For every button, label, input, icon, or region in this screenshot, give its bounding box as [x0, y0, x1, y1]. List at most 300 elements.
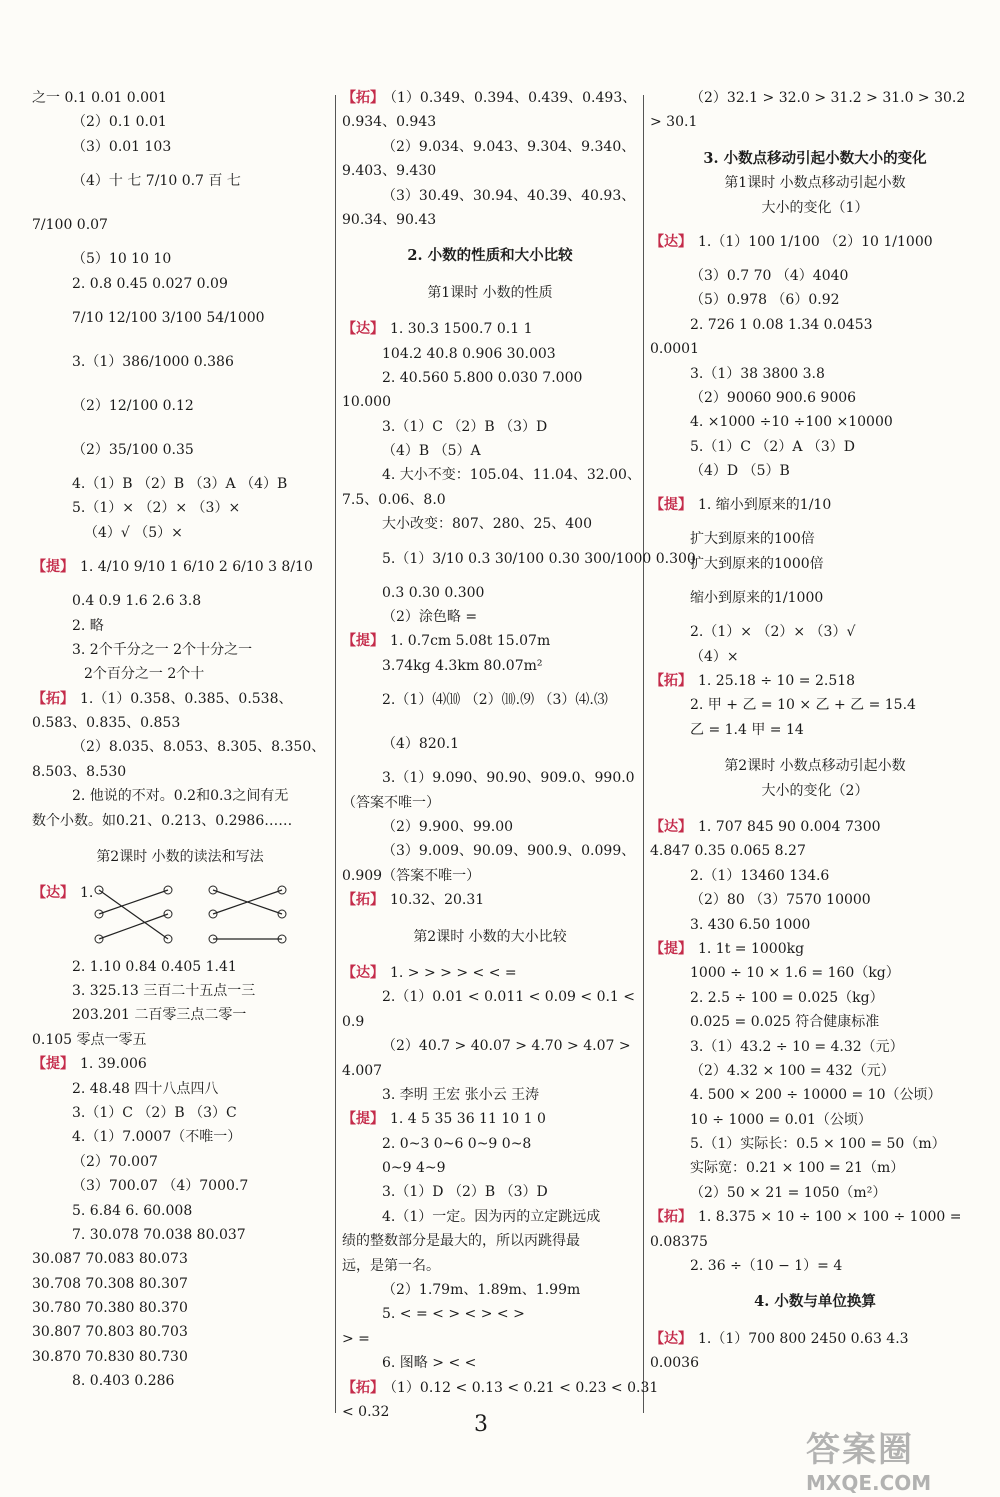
answer-line	[650, 864, 980, 888]
answer-text: 数个小数。如0.21、0.213、0.2986……	[32, 812, 293, 829]
answer-text: （4）×	[690, 648, 739, 665]
answer-text: （4）√ （5）×	[84, 524, 183, 541]
spacer	[32, 833, 328, 845]
section-heading	[650, 196, 980, 220]
answer-text: 1. 0.7cm 5.08t 15.07m	[390, 633, 551, 650]
answer-line	[32, 687, 328, 711]
answer-text: 4.（1）7.0007（不唯一）	[72, 1129, 242, 1146]
answer-line	[342, 342, 638, 366]
answer-line	[342, 678, 638, 722]
exercise-tag: 【达】	[650, 818, 692, 835]
answer-text: （4）十 七 7/10 0.7 百 七	[72, 173, 241, 190]
answer-text: 1. 缩小到原来的1/10	[698, 497, 832, 514]
exercise-tag: 【拓】	[650, 1209, 692, 1226]
answer-text: 1. 39.006	[80, 1056, 147, 1073]
answer-line	[32, 1125, 328, 1149]
answer-text: > 30.1	[650, 114, 698, 131]
answer-text: 3. 李明 王宏 张小云 王涛	[382, 1086, 540, 1103]
answer-line	[342, 815, 638, 839]
answer-text: 4.（1）B （2）B （3）A （4）B	[72, 475, 288, 492]
answer-text: 2个百分之一 2个十	[84, 666, 205, 683]
spacer	[32, 869, 328, 881]
answer-text: 第2课时 小数的读法和写法	[96, 849, 264, 866]
answer-line	[650, 110, 980, 134]
answer-text: 2.（1）⑷⑽ （2）⑽.⑼ （3）⑷.⑶	[382, 692, 608, 709]
answer-line	[32, 272, 328, 296]
answer-text: 之一 0.1 0.01 0.001	[32, 90, 167, 106]
answer-line	[650, 937, 980, 961]
answer-line	[342, 1059, 638, 1083]
answer-text: 0.08375	[650, 1233, 708, 1250]
answer-line	[32, 1296, 328, 1320]
answer-text: 7. 30.078 70.038 80.037	[72, 1226, 246, 1243]
answer-text: < 0.32	[342, 1403, 390, 1420]
answer-line	[32, 662, 328, 686]
answer-text: 2.（1）× （2）× （3）√	[690, 624, 856, 641]
answer-line	[650, 483, 980, 527]
answer-text: （4）B （5）A	[382, 443, 481, 460]
answer-line	[342, 463, 641, 487]
section-heading	[650, 1290, 980, 1314]
answer-text: 2. 36 ÷（10 − 1）= 4	[690, 1258, 843, 1275]
match-line	[99, 890, 168, 939]
answer-line	[342, 581, 638, 605]
answer-line	[650, 913, 980, 937]
watermark-logo	[806, 1422, 996, 1495]
answer-text: 1. 8.375 × 10 ÷ 100 × 100 ÷ 1000 =	[698, 1209, 962, 1226]
answer-text: 0.4 0.9 1.6 2.6 3.8	[72, 593, 202, 610]
answer-line	[342, 159, 638, 183]
answer-text: 1.（1）0.358、0.385、0.538、	[80, 690, 293, 707]
answer-text: （3）9.009、90.09、900.9、0.099、	[382, 843, 636, 860]
answer-line	[342, 1107, 638, 1131]
answer-text: （2）1.79m、1.89m、1.99m	[382, 1282, 581, 1299]
column-divider-left	[335, 95, 336, 1413]
answer-line	[342, 1254, 638, 1278]
answer-text: 104.2 40.8 0.906 30.003	[382, 345, 556, 362]
answer-line	[32, 472, 328, 496]
answer-line	[32, 86, 328, 110]
answer-line	[342, 654, 638, 678]
spacer	[650, 742, 980, 754]
answer-line	[342, 1156, 638, 1180]
answer-text: 绩的整数部分是最大的，所以丙跳得最	[342, 1233, 580, 1250]
answer-line	[342, 1302, 638, 1326]
answer-line	[32, 340, 328, 384]
answer-line	[32, 955, 328, 979]
answer-line	[342, 1180, 638, 1204]
exercise-tag: 【达】	[650, 233, 692, 250]
answer-text: 2. 0~3 0~6 0~9 0~8	[382, 1135, 532, 1152]
answer-line	[650, 552, 980, 576]
answer-text: 3.（1）D （2）B （3）D	[382, 1184, 548, 1201]
answer-line	[342, 1229, 638, 1253]
answer-text: 1.（1）700 800 2450 0.63 4.3	[698, 1330, 909, 1347]
answer-line	[32, 110, 328, 134]
answer-line	[650, 220, 980, 264]
answer-text: 第2课时 小数的大小比较	[413, 928, 567, 945]
answer-text: 5.（1）C （2）A （3）D	[690, 438, 856, 455]
answer-text: 扩大到原来的100倍	[690, 531, 815, 548]
section-heading	[650, 171, 980, 195]
watermark-url: MXQE.COM	[806, 1471, 932, 1495]
answer-text: （4）D （5）B	[690, 463, 790, 480]
answer-text: 3.（1）C （2）B （3）C	[72, 1104, 237, 1121]
exercise-tag: 【拓】	[650, 673, 692, 690]
answer-text: 5.（1）3/10 0.3 30/100 0.30 300/1000 0.300	[382, 550, 696, 567]
answer-text: 0~9 4~9	[382, 1160, 446, 1177]
answer-text: 7/10 12/100 3/100 54/1000	[72, 309, 265, 326]
answer-line	[342, 1010, 638, 1034]
spacer	[650, 135, 980, 147]
answer-text: （2）涂色略 =	[382, 609, 478, 626]
answer-text: 2. 小数的性质和大小比较	[407, 247, 573, 265]
answer-line	[32, 1052, 328, 1076]
answer-text: 3. 430 6.50 1000	[690, 916, 811, 933]
answer-text: 1. 30.3 1500.7 0.1 1	[390, 321, 533, 338]
section-heading	[342, 281, 638, 305]
answer-text: 1. 707 845 90 0.004 7300	[698, 818, 881, 835]
exercise-tag: 【提】	[650, 497, 692, 514]
answer-line	[32, 296, 328, 340]
answer-line	[650, 986, 980, 1010]
answer-line	[342, 86, 638, 110]
spacer	[342, 305, 638, 317]
answer-line	[32, 1320, 328, 1344]
answer-line	[650, 527, 980, 551]
answer-line	[32, 1369, 328, 1393]
answer-line	[342, 135, 638, 159]
exercise-tag: 【达】	[32, 885, 74, 902]
answer-column-3	[650, 86, 980, 1376]
exercise-tag: 【提】	[32, 1056, 74, 1073]
answer-text: 10 ÷ 1000 = 0.01（公顷）	[690, 1111, 872, 1128]
answer-line	[32, 614, 328, 638]
answer-line	[650, 888, 980, 912]
answer-line	[32, 638, 328, 662]
answer-line	[650, 410, 980, 434]
answer-text: 扩大到原来的1000倍	[690, 555, 824, 572]
answer-text: 30.870 70.830 80.730	[32, 1348, 188, 1365]
answer-line	[32, 1077, 328, 1101]
answer-text: （答案不唯一）	[342, 794, 440, 811]
answer-line	[342, 537, 696, 581]
answer-line	[650, 1156, 980, 1180]
answer-line	[342, 722, 638, 766]
answer-line	[650, 1132, 980, 1156]
answer-text: （2）12/100 0.12	[72, 397, 194, 414]
answer-text: 2.（1）13460 134.6	[690, 867, 830, 884]
answer-line	[342, 512, 638, 536]
exercise-tag: 【拓】	[342, 1379, 384, 1396]
answer-text: 0.105 零点一零五	[32, 1031, 147, 1048]
answer-line	[650, 288, 980, 312]
answer-line	[32, 1223, 328, 1247]
answer-line	[342, 366, 638, 390]
answer-line	[650, 1181, 980, 1205]
answer-line	[32, 711, 328, 735]
answer-line	[342, 1400, 638, 1424]
answer-text: （2）32.1 > 32.0 > 31.2 > 31.0 > 30.2	[690, 90, 966, 106]
answer-line	[342, 110, 638, 134]
answer-line	[32, 1003, 328, 1027]
answer-text: （5）0.978 （6）0.92	[690, 292, 840, 309]
answer-text: （2）9.900、99.00	[382, 818, 514, 835]
section-heading	[32, 845, 328, 869]
answer-text: 7/100 0.07	[32, 217, 108, 234]
answer-line	[650, 815, 980, 839]
answer-text: 3.（1）9.090、90.90、909.0、990.0	[382, 770, 635, 787]
answer-text: 9.403、9.430	[342, 163, 437, 180]
answer-text: 第1课时 小数的性质	[427, 284, 553, 301]
answer-line	[650, 1059, 980, 1083]
answer-text: （1）0.12 < 0.13 < 0.21 < 0.23 < 0.31	[390, 1379, 659, 1396]
answer-line	[650, 362, 980, 386]
answer-text: （2）90060 900.6 9006	[690, 389, 857, 406]
answer-text: 3.74kg 4.3km 80.07m²	[382, 657, 543, 674]
answer-text: 10.000	[342, 394, 391, 411]
answer-line	[342, 791, 638, 815]
answer-line	[650, 435, 980, 459]
answer-text: 1. 1t = 1000kg	[698, 940, 805, 957]
answer-line	[32, 428, 328, 472]
answer-text: 远，是第一名。	[342, 1257, 440, 1274]
page-number: 3	[474, 1412, 488, 1437]
answer-text: > =	[342, 1330, 370, 1347]
answer-text: 2. 他说的不对。0.2和0.3之间有无	[72, 788, 289, 805]
answer-column-1	[32, 86, 328, 1394]
answer-line	[650, 1108, 980, 1132]
answer-text: （1）0.349、0.394、0.439、0.493、	[390, 90, 637, 106]
exercise-tag: 【达】	[342, 964, 384, 981]
answer-text: （2）4.32 × 100 = 432（元）	[690, 1062, 895, 1079]
answer-line	[342, 1327, 638, 1351]
answer-line	[650, 718, 980, 742]
answer-line	[650, 386, 980, 410]
answer-line	[32, 881, 328, 905]
answer-line	[650, 337, 980, 361]
answer-line	[32, 203, 328, 247]
spacer	[342, 913, 638, 925]
answer-line	[342, 1205, 638, 1229]
answer-line	[650, 576, 980, 620]
answer-line	[650, 313, 980, 337]
answer-text: （2）9.034、9.043、9.304、9.340、	[382, 138, 636, 155]
answer-text: 5. 6.84 6. 60.008	[72, 1202, 193, 1219]
exercise-tag: 【达】	[342, 321, 384, 338]
answer-text: 3.（1）38 3800 3.8	[690, 365, 825, 382]
answer-line	[650, 1205, 980, 1229]
answer-text: （2）40.7 > 40.07 > 4.70 > 4.07 >	[382, 1038, 631, 1055]
answer-line	[32, 159, 328, 203]
answer-line	[32, 1247, 328, 1271]
watermark-title: 答案圈	[806, 1430, 914, 1470]
answer-text: 90.34、90.43	[342, 211, 437, 228]
answer-text: 0.9	[342, 1013, 365, 1030]
answer-text: 0.583、0.835、0.853	[32, 715, 181, 732]
answer-line	[650, 1010, 980, 1034]
answer-line	[32, 545, 328, 589]
answer-line	[650, 459, 980, 483]
answer-text: 2. 1.10 0.84 0.405 1.41	[72, 958, 237, 975]
spacer	[650, 1315, 980, 1327]
answer-line	[32, 784, 328, 808]
answer-text: 1.	[80, 885, 94, 902]
answer-text: （2）80 （3）7570 10000	[690, 892, 871, 909]
spacer	[342, 232, 638, 244]
answer-text: 1. 4 5 35 36 11 10 1 0	[390, 1111, 546, 1128]
answer-line	[32, 384, 328, 428]
answer-line	[342, 184, 638, 208]
answer-text: 30.087 70.083 80.073	[32, 1251, 188, 1268]
answer-text: 3.（1）C （2）B （3）D	[382, 418, 548, 435]
answer-text: 0.0036	[650, 1355, 699, 1372]
exercise-tag: 【提】	[342, 1111, 384, 1128]
answer-line	[32, 496, 328, 520]
spacer	[342, 269, 638, 281]
section-heading	[342, 244, 638, 268]
answer-text: 0.0001	[650, 341, 699, 358]
answer-text: 2. 726 1 0.08 1.34 0.0453	[690, 316, 873, 333]
answer-text: 实际宽：0.21 × 100 = 21（m）	[690, 1160, 905, 1177]
answer-line	[342, 839, 638, 863]
answer-line	[342, 1034, 638, 1058]
answer-text: 4. 小数与单位换算	[754, 1293, 876, 1311]
answer-text: 4. ×1000 ÷10 ÷100 ×10000	[690, 414, 893, 431]
answer-text: 2. 2.5 ÷ 100 = 0.025（kg）	[690, 989, 884, 1006]
answer-text: （4）820.1	[382, 736, 459, 753]
answer-text: 3.（1）43.2 ÷ 10 = 4.32（元）	[690, 1038, 904, 1055]
spacer	[650, 1278, 980, 1290]
answer-line	[32, 735, 328, 759]
section-heading	[650, 147, 980, 171]
column-divider-right	[643, 95, 644, 1413]
answer-line	[342, 1278, 638, 1302]
answer-line	[342, 629, 638, 653]
answer-line	[342, 961, 638, 985]
answer-line	[650, 961, 980, 985]
answer-line	[32, 760, 328, 784]
section-heading	[650, 754, 980, 778]
answer-text: 2. 40.560 5.800 0.030 7.000	[382, 369, 583, 386]
answer-text: 大小的变化（1）	[761, 199, 869, 216]
match-line	[99, 914, 168, 939]
answer-line	[32, 1174, 328, 1198]
answer-text: （2）70.007	[72, 1153, 158, 1170]
answer-line	[342, 1132, 638, 1156]
answer-text: 大小改变：807、280、25、400	[382, 516, 592, 533]
answer-text: 1. 4/10 9/10 1 6/10 2 6/10 3 8/10	[80, 559, 313, 576]
answer-text: 乙 = 1.4 甲 = 14	[690, 721, 804, 738]
answer-text: （3）0.01 103	[72, 138, 172, 155]
answer-text: 0.3 0.30 0.300	[382, 584, 485, 601]
answer-text: 0.025 = 0.025 符合健康标准	[690, 1014, 880, 1031]
answer-text: （2）0.1 0.01	[72, 114, 167, 131]
section-heading	[342, 925, 638, 949]
answer-text: 2. 略	[72, 617, 104, 634]
answer-text: 1000 ÷ 10 × 1.6 = 160（kg）	[690, 965, 900, 982]
answer-text: 203.201 二百零三点二零一	[72, 1007, 247, 1024]
answer-text: （3）30.49、30.94、40.39、40.93、	[382, 187, 636, 204]
answer-text: 30.708 70.308 80.307	[32, 1275, 188, 1292]
answer-text: 2. 0.8 0.45 0.027 0.09	[72, 275, 228, 292]
answer-line	[342, 1376, 659, 1400]
answer-line	[650, 839, 980, 863]
answer-text: 10.32、20.31	[390, 892, 485, 909]
answer-line	[32, 979, 328, 1003]
answer-text: 6. 图略 > < <	[382, 1355, 477, 1372]
answer-text: 8.503、8.530	[32, 763, 127, 780]
answer-text: 1. > > > > < < =	[390, 964, 517, 981]
answer-text: 5.（1）× （2）× （3）×	[72, 500, 241, 517]
answer-text: 2. 48.48 四十八点四八	[72, 1080, 219, 1097]
answer-line	[32, 1028, 328, 1052]
answer-line	[342, 390, 638, 414]
answer-text: 2.（1）0.01 < 0.011 < 0.09 < 0.1 <	[382, 989, 636, 1006]
answer-text: 1. 25.18 ÷ 10 = 2.518	[698, 673, 856, 690]
answer-text: 4.（1）一定。因为丙的立定跳远成	[382, 1208, 601, 1225]
answer-text: 8. 0.403 0.286	[72, 1373, 175, 1390]
matching-lines-figure	[96, 887, 336, 949]
answer-line	[342, 439, 638, 463]
exercise-tag: 【拓】	[342, 892, 384, 909]
answer-line	[342, 985, 638, 1009]
spacer	[650, 803, 980, 815]
answer-text: 4.847 0.35 0.065 8.27	[650, 843, 806, 860]
answer-line	[32, 521, 328, 545]
answer-text: 1.（1）100 1/100 （2）10 1/1000	[698, 233, 933, 250]
exercise-tag: 【提】	[32, 559, 74, 576]
answer-text: 3. 小数点移动引起小数大小的变化	[703, 149, 927, 167]
answer-text: 5. < = < > < > < >	[382, 1306, 525, 1323]
answer-text: 3. 2个千分之一 2个十分之一	[72, 641, 253, 658]
answer-line	[32, 1199, 328, 1223]
exercise-tag: 【提】	[650, 940, 692, 957]
answer-line	[650, 645, 980, 669]
answer-line	[32, 589, 328, 613]
answer-text: 第1课时 小数点移动引起小数	[724, 175, 906, 192]
answer-line	[342, 415, 638, 439]
exercise-tag: 【达】	[650, 1330, 692, 1347]
answer-text: 缩小到原来的1/1000	[690, 590, 824, 607]
answer-line	[650, 1083, 980, 1107]
answer-line	[650, 1035, 980, 1059]
answer-line	[650, 86, 980, 110]
exercise-tag: 【拓】	[32, 690, 74, 707]
answer-line	[342, 208, 638, 232]
answer-text: 2. 甲 + 乙 = 10 × 乙 + 乙 = 15.4	[690, 697, 916, 714]
answer-text: 30.807 70.803 80.703	[32, 1324, 188, 1341]
answer-text: 3.（1）386/1000 0.386	[72, 353, 234, 370]
answer-line	[650, 693, 980, 717]
answer-line	[650, 620, 980, 644]
answer-text: （3）0.7 70 （4）4040	[690, 267, 849, 284]
answer-text: 4. 500 × 200 ÷ 10000 = 10（公顷）	[690, 1087, 942, 1104]
answer-text: 大小的变化（2）	[761, 782, 869, 799]
answer-line	[342, 488, 638, 512]
answer-line	[650, 1230, 980, 1254]
answer-line	[32, 247, 328, 271]
answer-line	[32, 135, 328, 159]
answer-text: （5）10 10 10	[72, 251, 172, 268]
answer-line	[650, 264, 980, 288]
answer-text: 0.934、0.943	[342, 114, 437, 131]
answer-line	[342, 766, 638, 790]
answer-text: （2）35/100 0.35	[72, 441, 194, 458]
answer-line	[342, 1351, 638, 1375]
answer-text: （2）50 × 21 = 1050（m²）	[690, 1184, 887, 1201]
answer-text: 4.007	[342, 1062, 383, 1079]
